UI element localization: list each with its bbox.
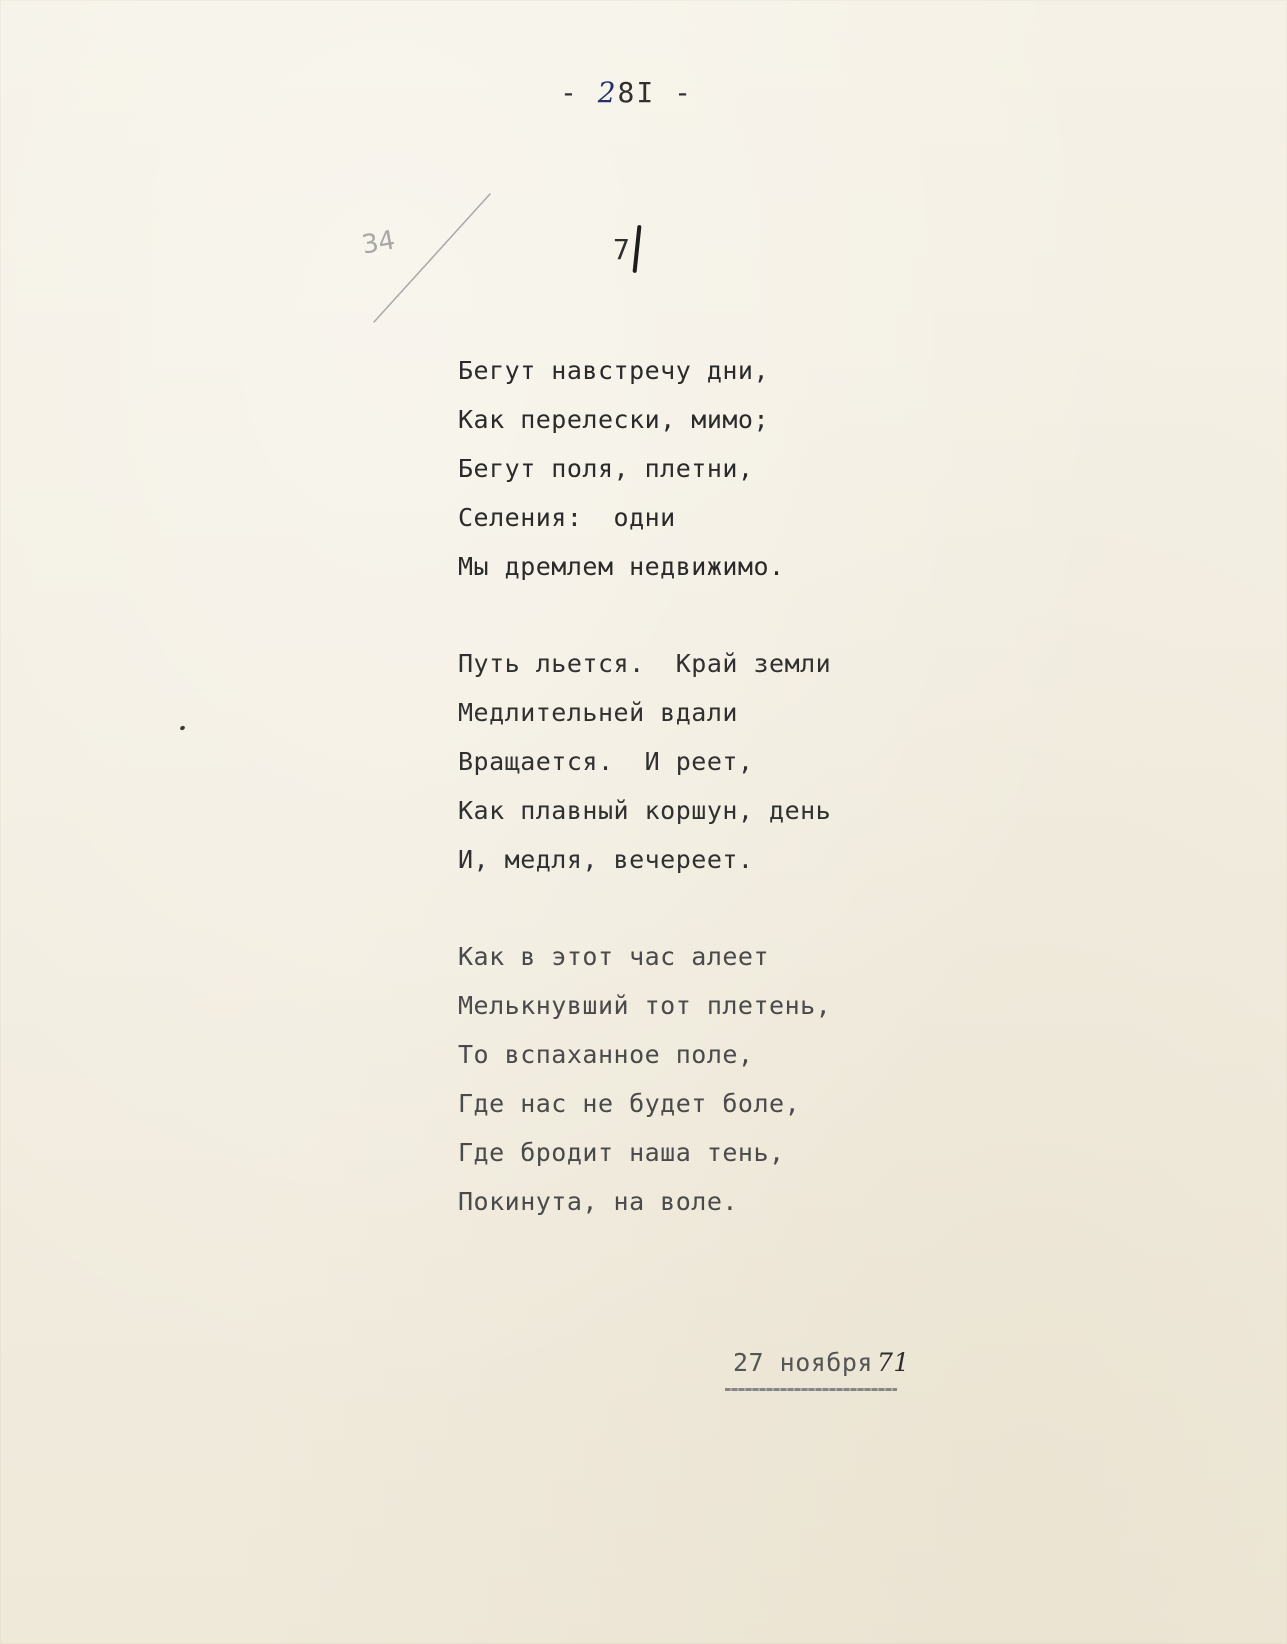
poem-line: И, медля, вечереет. [458,845,754,874]
stanza-1 [458,346,1158,591]
page-number-prefix: - [560,76,598,109]
poem-line: Где бродит наша тень, [458,1138,785,1167]
poem-line: Как перелески, мимо; [458,405,770,434]
poem-line: Селения: одни [458,503,676,532]
stanza-2 [458,639,1158,884]
stanza-3 [458,932,1158,1226]
poem-line: Бегут навстречу дни, [458,356,770,385]
page-number-handwritten-digit: 2 [597,76,618,109]
poem-line: Покинута, на воле. [458,1187,738,1216]
poem-line: Медлительней вдали [458,698,738,727]
date [733,1348,910,1377]
poem-line: Бегут поля, плетни, [458,454,754,483]
page-number-typed-digits: 8I [617,76,656,109]
poem-line: Где нас не будет боле, [458,1089,801,1118]
poem-line: Вращается. И реет, [458,747,754,776]
date-underline [725,1388,897,1391]
poem-line: То вспаханное поле, [458,1040,754,1069]
poem-line: Мелькнувший тот плетень, [458,991,832,1020]
poem-line: Мы дремлем недвижимо. [458,552,785,581]
archive-pencil-number: 34 [359,225,398,261]
poem-number [613,225,639,273]
poem-number-text: 7 [613,233,630,266]
date-block [733,1348,910,1377]
date-handwritten-year: 71 [876,1348,910,1377]
poem-line: Как в этот час алеет [458,942,770,971]
poem [458,346,1158,1274]
page-number-suffix: - [655,76,693,109]
date-typed: 27 ноября [733,1348,873,1377]
poem-line: Как плавный коршун, день [458,796,832,825]
poem-line: Путь льется. Край земли [458,649,832,678]
